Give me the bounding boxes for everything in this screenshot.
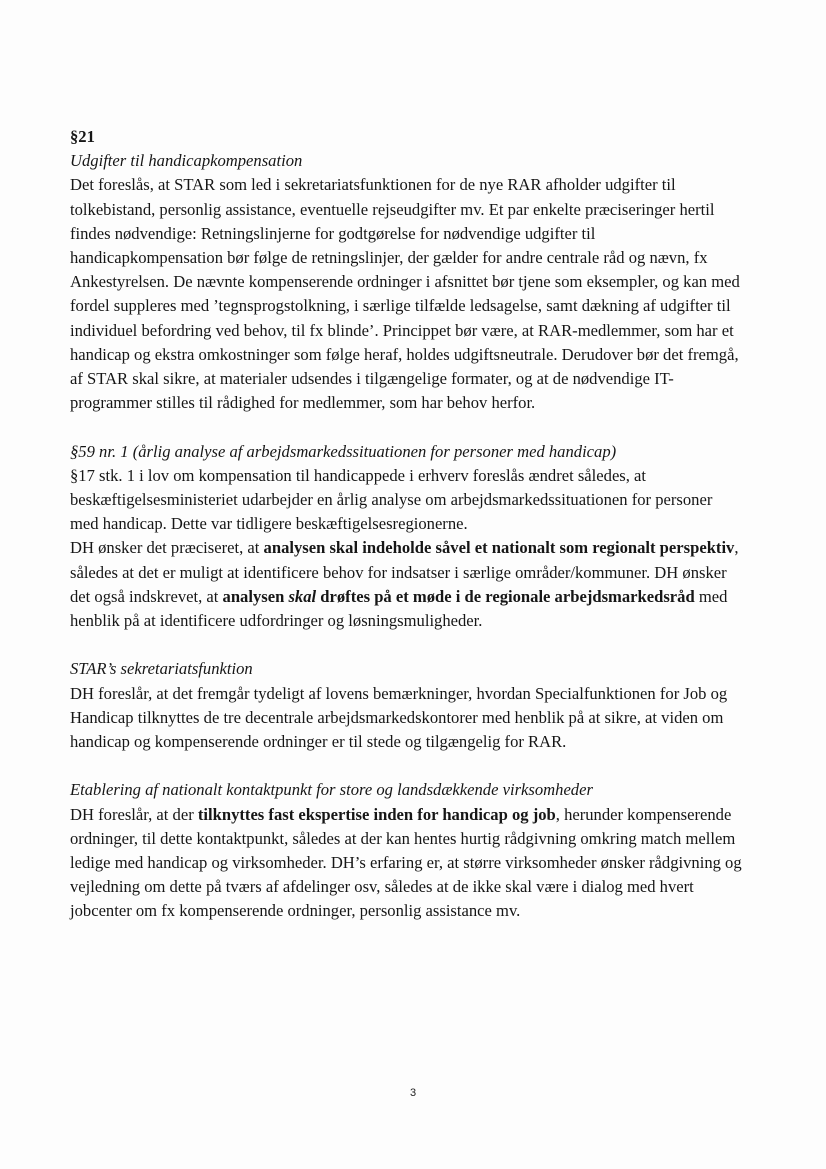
bold-text-drotes: drøftes på et møde i de regionale arbejdsmarkedsråd bbox=[316, 586, 695, 606]
section-heading-arlig-analyse: §59 nr. 1 (årlig analyse af arbejdsmarkedssituationen for personer med handicap) bbox=[70, 441, 617, 461]
spacer bbox=[70, 633, 745, 657]
text-run: , således at det er muligt at identificere behov for indsatser i særlige områder/kommuner. DH ønsker det også indskrevet, at bbox=[70, 538, 739, 606]
spacer bbox=[70, 754, 745, 778]
section-number: §21 bbox=[70, 127, 95, 146]
section-heading-sekretariatsfunktion: STAR’s sekretariatsfunktion bbox=[70, 659, 253, 679]
paragraph-kontaktpunkt bbox=[70, 803, 745, 924]
text-run: DH ønsker det præciseret, at bbox=[70, 538, 264, 558]
paragraph-sekretariatsfunktion: DH foreslår, at det fremgår tydeligt af lovens bemærkninger, hvordan Specialfunktionen for Job og Handicap tilknyttes de tre decentrale arbejdsmarkedskontorer med henblik på at sikre, at viden om handicap og kompenserende ordninger er til stede og tilgængelig for RAR. bbox=[70, 683, 728, 752]
bold-text-analysen: analysen bbox=[222, 586, 289, 606]
text-run: DH foreslår, at der bbox=[70, 804, 198, 824]
bold-text-perspektiv: analysen skal indeholde såvel et nationalt som regionalt perspektiv bbox=[263, 538, 735, 558]
paragraph-arlig-analyse-2 bbox=[70, 536, 745, 633]
text-run: med henblik på at identificere udfordringer og løsningsmuligheder. bbox=[70, 586, 728, 631]
page-number: 3 bbox=[409, 1087, 417, 1099]
document-body bbox=[70, 125, 745, 924]
section-heading-handicapkompensation: Udgifter til handicapkompensation bbox=[70, 151, 303, 171]
text-run: , herunder kompenserende ordninger, til dette kontaktpunkt, således at der kan hentes hurtig rådgivning omkring match mellem ledige med handicap og virksomheder. DH’s erfaring er, at større virksomheder ønsker rådgivning og vejledning om dette på tværs af afdelinger osv, således at de ikke skal være i dialog med hvert jobcenter om fx kompenserende ordninger, personlig assistance mv. bbox=[70, 804, 742, 921]
paragraph-arlig-analyse-1: §17 stk. 1 i lov om kompensation til handicappede i erhverv foreslås ændret således, at beskæftigelsesministeriet udarbejder en årlig analyse om arbejdsmarkedssituationen for personer med handicap. Dette var tidligere beskæftigelsesregionerne. bbox=[70, 465, 713, 534]
bold-text-ekspertise: tilknyttes fast ekspertise inden for handicap og job bbox=[197, 804, 556, 824]
section-heading-kontaktpunkt: Etablering af nationalt kontaktpunkt for store og landsdækkende virksomheder bbox=[70, 780, 593, 800]
spacer bbox=[70, 415, 745, 439]
bold-italic-text-skal: skal bbox=[288, 586, 317, 606]
paragraph-handicapkompensation: Det foreslås, at STAR som led i sekretariatsfunktionen for de nye RAR afholder udgifter til tolkebistand, personlig assistance, eventuelle rejseudgifter mv. Et par enkelte præciseringer hertil findes nødvendige: Retningslinjerne for godtgørelse for nødvendige udgifter til handicapkompensation bør følge de retningslinjer, der gælder for andre centrale råd og nævn, fx Ankestyrelsen. De nævnte kompenserende ordninger i afsnittet bør tjene som eksempler, og kan med fordel suppleres med ’tegnsprogstolkning, i særlige tilfælde ledsagelse, samt dækning af udgifter til individuel befordring ved behov, til fx blinde’. Princippet bør være, at RAR-medlemmer, som har et handicap og ekstra omkostninger som følge heraf, holdes udgiftsneutrale. Derudover bør det fremgå, af STAR skal sikre, at materialer udsendes i tilgængelige formater, og at de nødvendige IT-programmer stilles til rådighed for medlemmer, som har behov herfor. bbox=[70, 175, 740, 413]
